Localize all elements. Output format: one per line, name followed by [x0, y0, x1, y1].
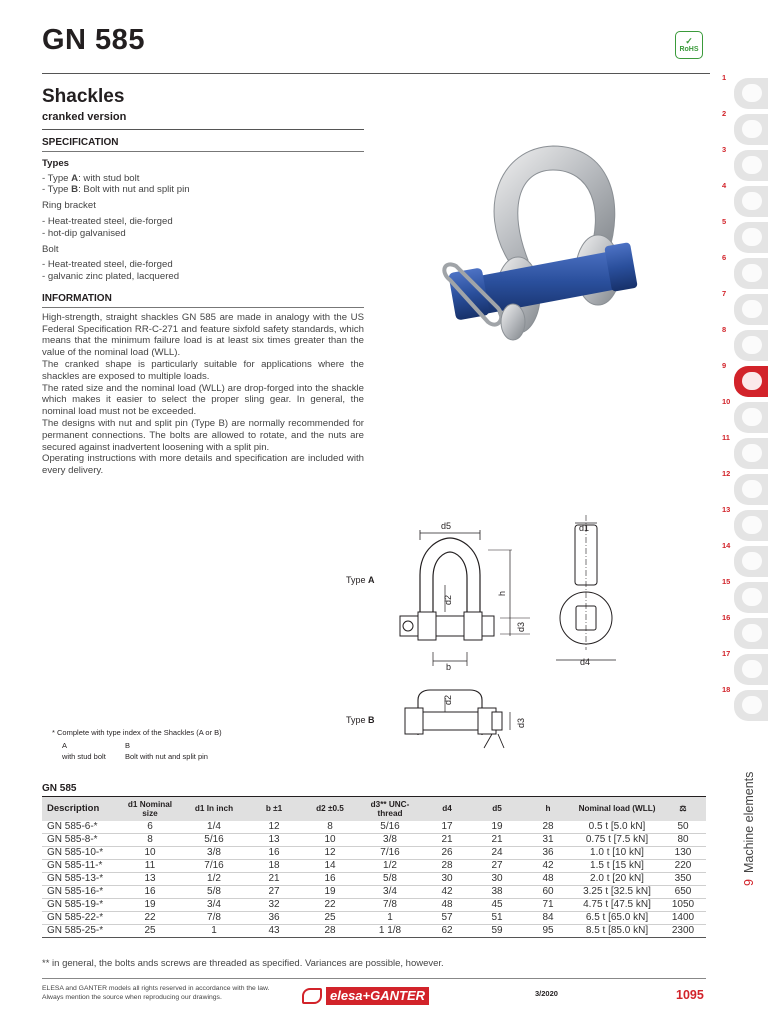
specification-heading: SPECIFICATION	[42, 137, 119, 148]
dim-d1: d1	[579, 523, 590, 533]
chapter-tab-15[interactable]	[734, 582, 768, 613]
table-cell: 5/16	[358, 821, 422, 834]
key-a: A	[62, 741, 68, 750]
chapter-tab-13[interactable]	[734, 510, 768, 541]
section-subtitle: cranked version	[42, 111, 127, 123]
table-cell: 650	[660, 885, 706, 898]
table-cell: GN 585-25-*	[42, 924, 118, 937]
table-cell: 13	[118, 872, 182, 885]
ring-item: - hot-dip galvanised	[42, 227, 126, 239]
table-header: b ±1	[246, 797, 302, 821]
table-row	[42, 898, 706, 911]
oil-plug-icon	[742, 588, 762, 606]
table-row	[42, 859, 706, 872]
type-b-item: - Type B: Bolt with nut and split pin	[42, 184, 190, 196]
clamp-icon	[742, 408, 762, 426]
table-cell: 10	[118, 846, 182, 859]
table-cell: 6.5 t [65.0 kN]	[574, 911, 660, 924]
chapter-tab-number: 10	[722, 397, 731, 406]
table-cell: 59	[472, 924, 522, 937]
table-cell: GN 585-22-*	[42, 911, 118, 924]
table-cell: 3/8	[182, 846, 246, 859]
table-cell: 6	[118, 821, 182, 834]
table-row	[42, 911, 706, 924]
table-cell: 19	[472, 821, 522, 834]
table-cell: 60	[522, 885, 574, 898]
table-cell: 51	[472, 911, 522, 924]
table-cell: 5/8	[358, 872, 422, 885]
bolt-item: - Heat-treated steel, die-forged	[42, 259, 173, 271]
toggle-clamp-icon	[742, 516, 762, 534]
table-cell: 220	[660, 859, 706, 872]
brand-name: elesa+GANTER	[326, 987, 429, 1005]
table-cell: 16	[246, 846, 302, 859]
section-title: Shackles	[42, 86, 125, 107]
brand-mark-icon	[302, 988, 322, 1004]
information-heading: INFORMATION	[42, 292, 112, 304]
table-cell: 7/8	[358, 898, 422, 911]
caster-icon	[742, 660, 762, 678]
table-cell: 19	[302, 885, 358, 898]
chapter-tab-11[interactable]	[734, 438, 768, 469]
chapter-tab-1[interactable]	[734, 78, 768, 109]
indicator-icon	[742, 300, 762, 318]
chapter-tab-number: 11	[722, 433, 730, 442]
table-cell: 5/8	[182, 885, 246, 898]
table-cell: 1 1/8	[358, 924, 422, 937]
table-cell: 1	[358, 911, 422, 924]
chapter-tab-2[interactable]	[734, 114, 768, 145]
table-cell: 27	[472, 859, 522, 872]
chapter-tab-14[interactable]	[734, 546, 768, 577]
key-b: B	[125, 741, 131, 750]
copyright: ELESA and GANTER models all rights reserved in accordance with the law. Always mention the source when reproducing our drawings.	[42, 985, 270, 1001]
table-cell: 1	[182, 924, 246, 937]
table-cell: 1050	[660, 898, 706, 911]
table-header: Nominal load (WLL)	[574, 797, 660, 821]
chapter-tab-number: 13	[722, 505, 731, 514]
table-cell: 26	[422, 846, 472, 859]
type-a-label: Type A	[346, 575, 375, 585]
table-cell: 42	[422, 885, 472, 898]
grip-icon	[742, 228, 762, 246]
chapter-tab-7[interactable]	[734, 294, 768, 325]
table-cell: 36	[246, 911, 302, 924]
chapter-tab-number: 12	[722, 469, 731, 478]
table-cell: 7/8	[182, 911, 246, 924]
table-cell: GN 585-19-*	[42, 898, 118, 911]
table-header-row	[42, 797, 706, 821]
type-b-label: Type B	[346, 715, 375, 725]
leveling-foot-icon	[742, 444, 762, 462]
key-b-desc: Bolt with nut and split pin	[125, 752, 208, 761]
chapter-tab-number: 14	[722, 541, 731, 550]
brand-logo	[302, 987, 440, 1005]
table-cell: 7/16	[358, 846, 422, 859]
star-knob-icon	[742, 120, 762, 138]
table-cell: 80	[660, 833, 706, 846]
dim-d2: d2	[443, 594, 453, 605]
table-cell: 28	[302, 924, 358, 937]
chapter-tab-12[interactable]	[734, 474, 768, 505]
table-cell: 36	[522, 846, 574, 859]
table-cell: 12	[246, 821, 302, 834]
table-row	[42, 833, 706, 846]
key-a-desc: with stud bolt	[62, 752, 106, 761]
dim-h: h	[497, 590, 507, 596]
footer-divider	[42, 978, 706, 979]
info-paragraph: The designs with nut and split pin (Type B) are normally recommended for permanent connections. The bolts are allowed to rotate, and the nuts are secured against inadvertent loosening with a split pin.	[42, 417, 364, 453]
chapter-tab-6[interactable]	[734, 258, 768, 289]
table-cell: 42	[522, 859, 574, 872]
table-cell: 25	[118, 924, 182, 937]
table-cell: 27	[246, 885, 302, 898]
table-cell: 24	[472, 846, 522, 859]
table-row	[42, 872, 706, 885]
table-cell: GN 585-10-*	[42, 846, 118, 859]
table-row	[42, 846, 706, 859]
chapter-tab-number: 2	[722, 109, 727, 118]
table-cell: 62	[422, 924, 472, 937]
table-cell: 45	[472, 898, 522, 911]
hinge-icon	[742, 264, 762, 282]
table-header: d1 Nominal size	[118, 797, 182, 821]
table-cell: 350	[660, 872, 706, 885]
table-body	[42, 821, 706, 938]
info-paragraph: The cranked shape is particularly suitable for applications where the shackles are exposed to multiple loads.	[42, 358, 364, 382]
table-cell: 30	[422, 872, 472, 885]
connector-icon	[742, 480, 762, 498]
table-cell: 43	[246, 924, 302, 937]
cam-icon	[742, 552, 762, 570]
table-row	[42, 885, 706, 898]
table-header: h	[522, 797, 574, 821]
knob-icon	[742, 84, 762, 102]
table-cell: 10	[302, 833, 358, 846]
table-cell: 21	[472, 833, 522, 846]
table-cell: 0.5 t [5.0 kN]	[574, 821, 660, 834]
joint-icon	[742, 624, 762, 642]
chapter-tab-9[interactable]	[734, 366, 768, 397]
chapter-title: Machine elements	[742, 771, 756, 874]
ring-item: - Heat-treated steel, die-forged	[42, 215, 173, 227]
table-cell: 3/4	[358, 885, 422, 898]
table-cell: 28	[422, 859, 472, 872]
table-cell: 2300	[660, 924, 706, 937]
table-cell: 7/16	[182, 859, 246, 872]
table-row	[42, 924, 706, 937]
chapter-tab-3[interactable]	[734, 150, 768, 181]
table-cell: 8	[118, 833, 182, 846]
table-cell: 3/4	[182, 898, 246, 911]
table-cell: 3/8	[358, 833, 422, 846]
chapter-tab-number: 8	[722, 325, 727, 334]
chapter-tab-16[interactable]	[734, 618, 768, 649]
table-cell: 31	[522, 833, 574, 846]
table-cell: 12	[302, 846, 358, 859]
table-cell: 1.0 t [10 kN]	[574, 846, 660, 859]
table-cell: 22	[302, 898, 358, 911]
dim-d3: d3	[516, 717, 526, 728]
handle-icon	[742, 192, 762, 210]
table-cell: 30	[472, 872, 522, 885]
bolt-heading: Bolt	[42, 243, 59, 255]
magnet-icon	[742, 696, 762, 714]
chapter-tab-5[interactable]	[734, 222, 768, 253]
weight-icon: ⚖	[660, 797, 706, 821]
table-cell: 21	[422, 833, 472, 846]
table-cell: 57	[422, 911, 472, 924]
info-paragraph: Operating instructions with more details and specification are included with every delivery.	[42, 453, 364, 477]
dim-b: b	[446, 662, 452, 672]
bolt-icon	[742, 372, 762, 390]
plunger-icon	[742, 336, 762, 354]
table-cell: 21	[246, 872, 302, 885]
dim-d4: d4	[580, 657, 591, 667]
page-number: 1095	[676, 988, 704, 1002]
edition: 3/2020	[535, 989, 558, 998]
table-cell: GN 585-13-*	[42, 872, 118, 885]
dim-d3: d3	[516, 621, 526, 632]
dim-d5: d5	[441, 521, 452, 531]
chapter-number: 9	[742, 879, 756, 886]
chapter-tab-number: 6	[722, 253, 727, 262]
info-paragraph: High-strength, straight shackles GN 585 are made in analogy with the US Federal Specification RR-C-271 and feature sixfold safety standards, which means that the minimum failure load is at least six times greater than the value of the nominal load (WLL).	[42, 311, 364, 359]
rohs-badge: ✓ RoHS	[675, 31, 703, 59]
table-cell: 19	[118, 898, 182, 911]
specification-table	[42, 796, 706, 938]
table-cell: 32	[246, 898, 302, 911]
chapter-tab-number: 1	[722, 73, 727, 82]
table-cell: GN 585-8-*	[42, 833, 118, 846]
dim-d2: d2	[443, 694, 453, 705]
table-header: d4	[422, 797, 472, 821]
type-a-item: - Type A: with stud bolt	[42, 172, 140, 184]
table-cell: 8	[302, 821, 358, 834]
chapter-tab-10[interactable]	[734, 402, 768, 433]
table-cell: GN 585-16-*	[42, 885, 118, 898]
chapter-tab-8[interactable]	[734, 330, 768, 361]
table-cell: 3.25 t [32.5 kN]	[574, 885, 660, 898]
table-cell: 1/2	[358, 859, 422, 872]
table-cell: 130	[660, 846, 706, 859]
table-cell: 14	[302, 859, 358, 872]
ring-bracket-heading: Ring bracket	[42, 200, 96, 212]
table-header: d3** UNC-thread	[358, 797, 422, 821]
table-cell: 48	[422, 898, 472, 911]
table-cell: 17	[422, 821, 472, 834]
table-cell: 13	[246, 833, 302, 846]
complete-note: * Complete with type index of the Shackles (A or B)	[52, 728, 222, 737]
table-cell: 1/2	[182, 872, 246, 885]
chapter-tab-number: 7	[722, 289, 727, 298]
chapter-tab-number: 16	[722, 613, 731, 622]
table-cell: 95	[522, 924, 574, 937]
chapter-tab-number: 15	[722, 577, 731, 586]
thread-note: ** in general, the bolts ands screws are threaded as specified. Variances are possible, however.	[42, 958, 444, 969]
table-header: Description	[42, 797, 118, 821]
table-cell: 50	[660, 821, 706, 834]
table-cell: 1/4	[182, 821, 246, 834]
table-caption: GN 585	[42, 783, 77, 794]
table-header: d2 ±0.5	[302, 797, 358, 821]
table-cell: 5/16	[182, 833, 246, 846]
table-cell: 1.5 t [15 kN]	[574, 859, 660, 872]
table-cell: 2.0 t [20 kN]	[574, 872, 660, 885]
chapter-tab-18[interactable]	[734, 690, 768, 721]
check-icon: ✓	[685, 36, 693, 46]
bolt-item: - galvanic zinc plated, lacquered	[42, 271, 180, 283]
chapter-tab-number: 18	[722, 685, 731, 694]
types-heading: Types	[42, 157, 70, 169]
product-code: GN 585	[42, 24, 145, 56]
table-cell: 8.5 t [85.0 kN]	[574, 924, 660, 937]
table-cell: 0.75 t [7.5 kN]	[574, 833, 660, 846]
table-cell: GN 585-6-*	[42, 821, 118, 834]
table-header: d1 In inch	[182, 797, 246, 821]
chapter-tab-4[interactable]	[734, 186, 768, 217]
lever-icon	[742, 156, 762, 174]
table-row	[42, 821, 706, 834]
table-cell: 4.75 t [47.5 kN]	[574, 898, 660, 911]
table-cell: 16	[118, 885, 182, 898]
table-cell: 18	[246, 859, 302, 872]
type-footnote	[52, 728, 222, 761]
chapter-tab-17[interactable]	[734, 654, 768, 685]
table-cell: 25	[302, 911, 358, 924]
table-cell: 38	[472, 885, 522, 898]
table-cell: 1400	[660, 911, 706, 924]
info-paragraph: The rated size and the nominal load (WLL) are drop-forged into the shackle which makes it easier to select the proper sling gear. In general, the nominal load must not be exceeded.	[42, 382, 364, 418]
chapter-tab-number: 3	[722, 145, 727, 154]
chapter-tab-number: 5	[722, 217, 727, 226]
chapter-tab-number: 4	[722, 181, 727, 190]
table-cell: 84	[522, 911, 574, 924]
chapter-tab-number: 17	[722, 649, 731, 658]
table-cell: 28	[522, 821, 574, 834]
chapter-tab-number: 9	[722, 361, 727, 370]
table-cell: 71	[522, 898, 574, 911]
table-header: d5	[472, 797, 522, 821]
table-cell: 11	[118, 859, 182, 872]
table-cell: 16	[302, 872, 358, 885]
table-cell: GN 585-11-*	[42, 859, 118, 872]
chapter-label	[738, 740, 758, 890]
table-cell: 22	[118, 911, 182, 924]
table-cell: 48	[522, 872, 574, 885]
